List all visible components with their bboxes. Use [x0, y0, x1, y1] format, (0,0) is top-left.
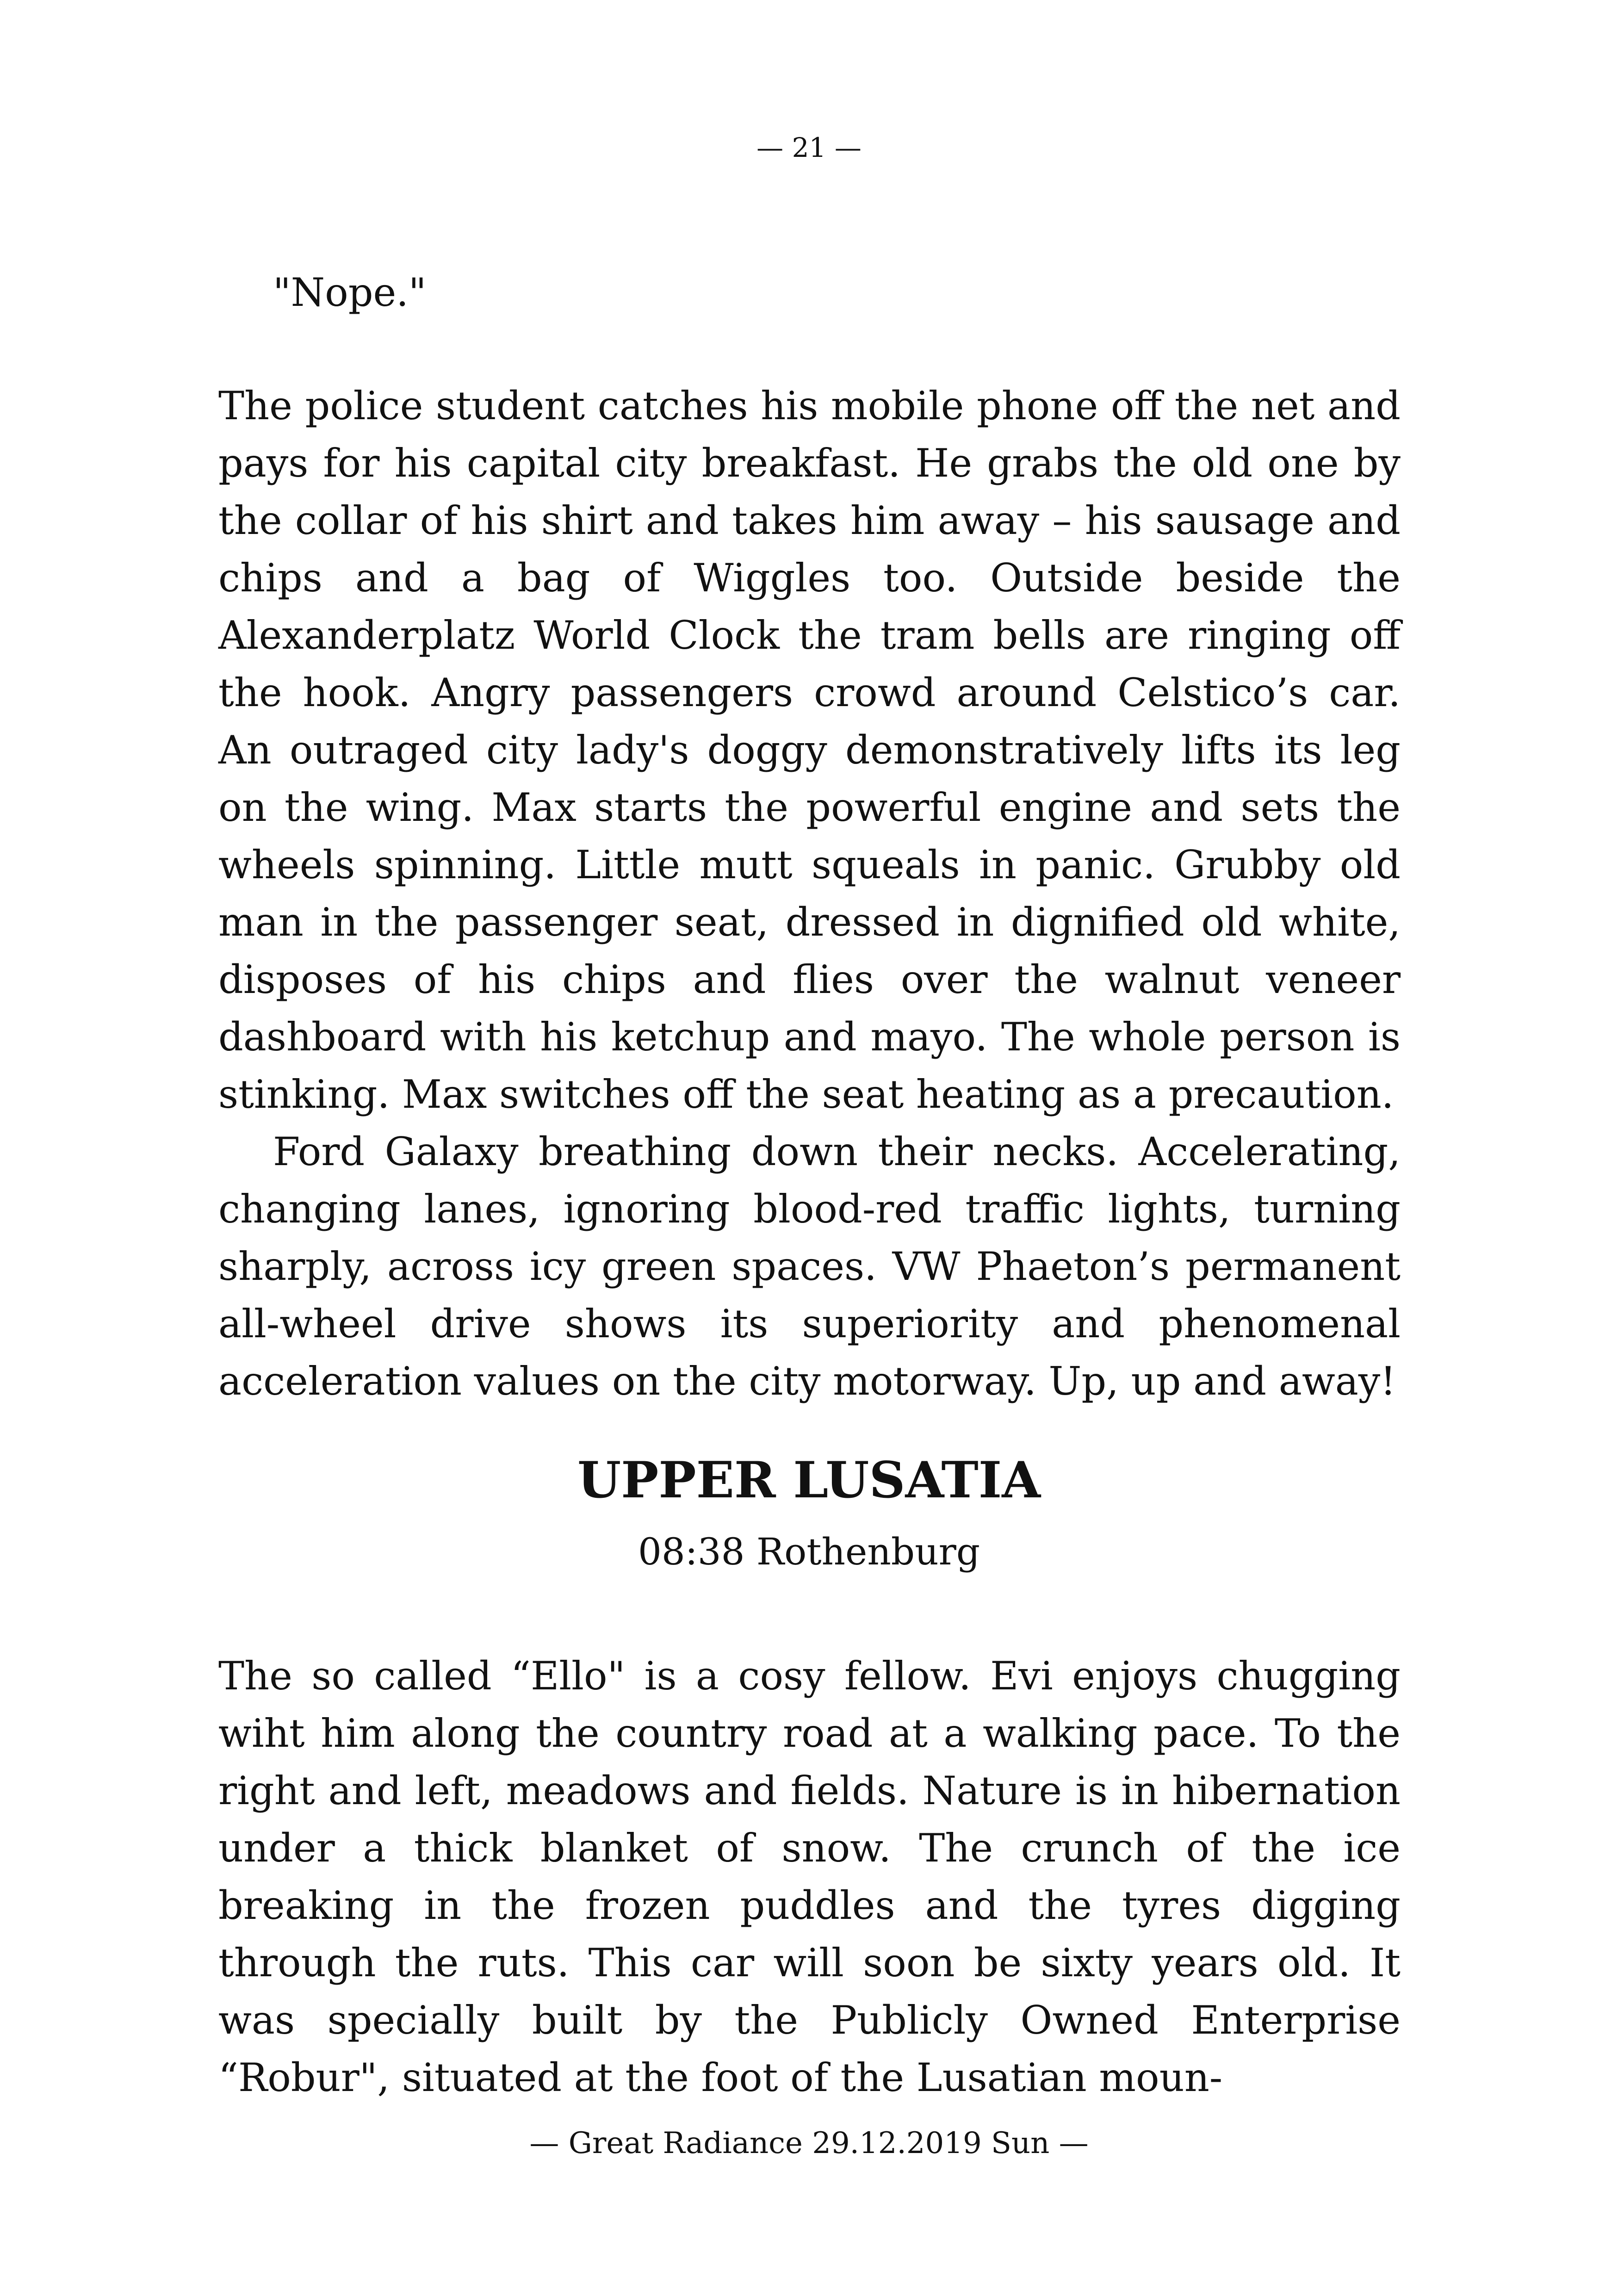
dialogue-paragraph	[218, 264, 1401, 321]
paragraph-police-student: The police student catches his mobile phone off the net and pays for his capital city breakfast. He grabs the old one by the collar of his shirt and takes him away – his sausage and chips and a bag of Wiggles too. Outside beside the Alexanderplatz World Clock the tram bells are ringing off the hook. Angry passengers crowd around Celstico’s car. An outraged city lady's doggy demonstratively lifts its leg on the wing. Max starts the powerful engine and sets the wheels spinning. Little mutt squeals in panic. Grubby old man in the passenger seat, dressed in dignified old white, disposes of his chips and flies over the walnut veneer dashboard with his ketchup and mayo. The whole person is stinking. Max switches off the seat heating as a precaution.	[218, 383, 1401, 1117]
section-title: UPPER LUSATIA	[577, 1451, 1041, 1509]
paragraph-ford-galaxy: Ford Galaxy breathing down their necks. Accelerating, changing lanes, ignoring blood-red traffic lights, turning sharply, across icy green spaces. VW Phaeton’s permanent all-wheel drive shows its superiority and phenomenal acceleration values on the city motorway. Up, up and away!	[218, 1129, 1401, 1404]
paragraph-nope: "Nope."	[273, 270, 427, 315]
page-number: — 21 —	[756, 132, 862, 163]
page-footer: — Great Radiance 29.12.2019 Sun —	[529, 2126, 1089, 2160]
paragraph-ello: The so called “Ello" is a cosy fellow. Evi enjoys chugging wiht him along the country road at a walking pace. To the right and left, meadows and fields. Nature is in hibernation under a thick blanket of snow. The crunch of the ice breaking in the frozen puddles and the tyres digging through the ruts. This car will soon be sixty years old. It was specially built by the Publicly Owned Enterprise “Robur", situated at the foot of the Lusatian moun-	[218, 1653, 1401, 2100]
section-body	[218, 1647, 1401, 2106]
section-subtitle: 08:38 Rothenburg	[638, 1530, 980, 1573]
chapter-body	[218, 377, 1401, 1410]
